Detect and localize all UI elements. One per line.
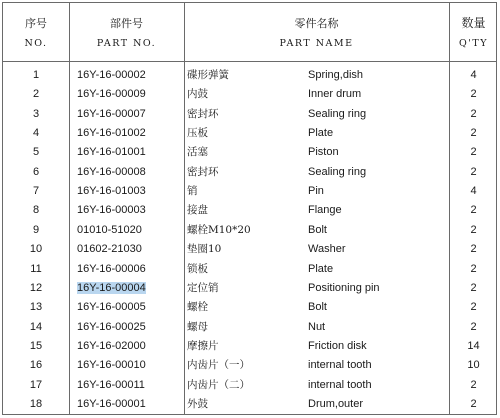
part-name-zh: 锁板 xyxy=(187,262,208,275)
part-name-zh: 内齿片（一） xyxy=(187,359,250,372)
table-row xyxy=(3,66,496,85)
table-row xyxy=(3,85,496,104)
quantity: 2 xyxy=(470,320,477,333)
row-number: 1 xyxy=(32,69,40,81)
quantity: 14 xyxy=(467,339,480,352)
table-row xyxy=(3,279,496,298)
part-name-en: Sealing ring xyxy=(308,107,367,120)
part-number: 16Y-16-00011 xyxy=(77,378,145,391)
row-number: 4 xyxy=(32,127,40,140)
part-number: 16Y-16-01001 xyxy=(77,146,146,159)
part-name-zh: 密封环 xyxy=(187,107,219,120)
part-name-en: internal tooth xyxy=(308,359,372,372)
table-row xyxy=(3,337,496,356)
quantity: 2 xyxy=(470,165,477,178)
quantity: 2 xyxy=(470,223,477,236)
part-number: 16Y-16-00009 xyxy=(77,88,146,101)
row-number: 11 xyxy=(30,262,42,275)
table-row xyxy=(3,105,496,124)
quantity: 2 xyxy=(470,281,477,294)
quantity: 2 xyxy=(470,378,477,391)
part-number: 16Y-16-00007 xyxy=(77,107,146,120)
table-row xyxy=(3,201,496,220)
part-number: 16Y-16-01003 xyxy=(77,185,146,198)
part-number: 16Y-16-00001 xyxy=(77,397,146,410)
part-name-zh: 摩擦片 xyxy=(187,339,219,352)
table-row xyxy=(3,376,496,395)
part-name-en: Nut xyxy=(308,320,326,333)
quantity: 2 xyxy=(470,243,477,256)
part-name-zh: 螺母 xyxy=(187,320,208,333)
quantity: 2 xyxy=(470,107,477,120)
part-number: 16Y-16-00006 xyxy=(77,262,146,275)
table-row xyxy=(3,182,496,201)
table-row xyxy=(3,318,496,337)
row-number: 10 xyxy=(29,243,43,256)
row-number: 7 xyxy=(32,185,40,198)
row-number: 15 xyxy=(29,339,43,352)
part-number: 16Y-16-00008 xyxy=(77,165,146,178)
part-number: 01010-51020 xyxy=(77,223,142,236)
row-number: 12 xyxy=(29,281,43,294)
row-number: 5 xyxy=(32,146,40,159)
part-name-en: Positioning pin xyxy=(308,281,380,294)
header-name-en: PART NAME xyxy=(279,38,354,49)
row-number: 9 xyxy=(32,223,40,236)
part-name-zh: 内齿片（二） xyxy=(187,378,250,391)
table-row xyxy=(3,356,496,375)
table-row xyxy=(3,240,496,259)
part-number: 16Y-16-00025 xyxy=(77,320,146,333)
part-name-en: Spring,dish xyxy=(308,69,364,81)
part-name-zh: 活塞 xyxy=(187,146,208,159)
header-no-zh: 序号 xyxy=(25,17,47,30)
part-name-zh: 密封环 xyxy=(187,165,219,178)
table-row xyxy=(3,124,496,143)
part-number: 16Y-16-00002 xyxy=(77,69,146,81)
part-name-en: Piston xyxy=(308,146,339,159)
part-name-zh: 接盘 xyxy=(187,204,208,217)
part-name-en: Friction disk xyxy=(308,339,367,352)
header-part-en: PART NO. xyxy=(96,38,157,49)
row-number: 18 xyxy=(29,397,43,410)
table-row xyxy=(3,221,496,240)
row-number: 14 xyxy=(29,320,43,333)
row-number: 16 xyxy=(29,359,43,372)
part-name-en: Drum,outer xyxy=(308,397,364,410)
part-number: 16Y-16-00003 xyxy=(77,204,146,217)
part-name-en: internal tooth xyxy=(308,378,372,391)
part-number: 16Y-16-00005 xyxy=(77,301,146,314)
part-name-zh: 螺栓 xyxy=(187,301,208,314)
quantity: 2 xyxy=(470,301,477,314)
part-name-zh: 压板 xyxy=(187,127,208,140)
header-no-en: NO. xyxy=(24,38,48,49)
part-name-en: Flange xyxy=(308,204,342,217)
part-name-en: Pin xyxy=(308,185,324,198)
table-row xyxy=(3,395,496,414)
part-name-en: Inner drum xyxy=(308,88,362,101)
part-name-en: Washer xyxy=(308,243,346,256)
quantity: 10 xyxy=(467,359,480,372)
header-part xyxy=(69,3,184,61)
quantity: 2 xyxy=(470,204,477,217)
header-name xyxy=(184,3,449,61)
row-number: 13 xyxy=(29,301,43,314)
quantity: 4 xyxy=(470,69,477,81)
part-number xyxy=(77,279,146,298)
part-number: 01602-21030 xyxy=(77,243,142,256)
header-part-zh: 部件号 xyxy=(110,17,143,30)
parts-table xyxy=(2,2,497,415)
quantity: 2 xyxy=(470,146,477,159)
table-header xyxy=(3,3,496,62)
quantity: 2 xyxy=(470,127,477,140)
table-body xyxy=(3,61,496,414)
part-name-en: Bolt xyxy=(308,223,327,236)
header-qty xyxy=(449,3,498,61)
row-number: 3 xyxy=(32,107,40,120)
part-name-en: Bolt xyxy=(308,301,327,314)
part-number: 16Y-16-00010 xyxy=(77,359,146,372)
row-number: 8 xyxy=(32,204,40,217)
header-qty-en: Q'TY xyxy=(458,38,488,49)
part-name-zh: 外鼓 xyxy=(187,397,208,410)
table-row xyxy=(3,143,496,162)
part-name-zh: 螺栓M10*20 xyxy=(187,223,251,236)
row-number: 2 xyxy=(32,88,40,101)
part-name-zh: 定位销 xyxy=(187,281,219,294)
part-name-en: Plate xyxy=(308,262,334,275)
table-row xyxy=(3,163,496,182)
row-number: 6 xyxy=(32,165,40,178)
row-number: 17 xyxy=(29,378,43,391)
part-number: 16Y-16-02000 xyxy=(77,339,146,352)
table-row xyxy=(3,298,496,317)
header-name-zh: 零件名称 xyxy=(294,17,339,30)
quantity: 4 xyxy=(470,185,477,198)
part-name-zh: 碟形弹簧 xyxy=(187,69,229,81)
part-number: 16Y-16-01002 xyxy=(77,127,146,140)
table-row xyxy=(3,260,496,279)
part-name-zh: 销 xyxy=(187,185,198,198)
quantity: 2 xyxy=(470,88,477,101)
part-name-en: Sealing ring xyxy=(308,165,367,178)
part-name-zh: 内鼓 xyxy=(187,88,208,101)
quantity: 2 xyxy=(470,397,477,410)
part-name-en: Plate xyxy=(308,127,334,140)
selected-text[interactable]: 16Y-16-00004 xyxy=(77,281,146,294)
header-qty-zh: 数量 xyxy=(461,16,486,30)
quantity: 2 xyxy=(470,262,477,275)
header-no xyxy=(3,3,69,61)
part-name-zh: 垫圈10 xyxy=(187,243,222,256)
